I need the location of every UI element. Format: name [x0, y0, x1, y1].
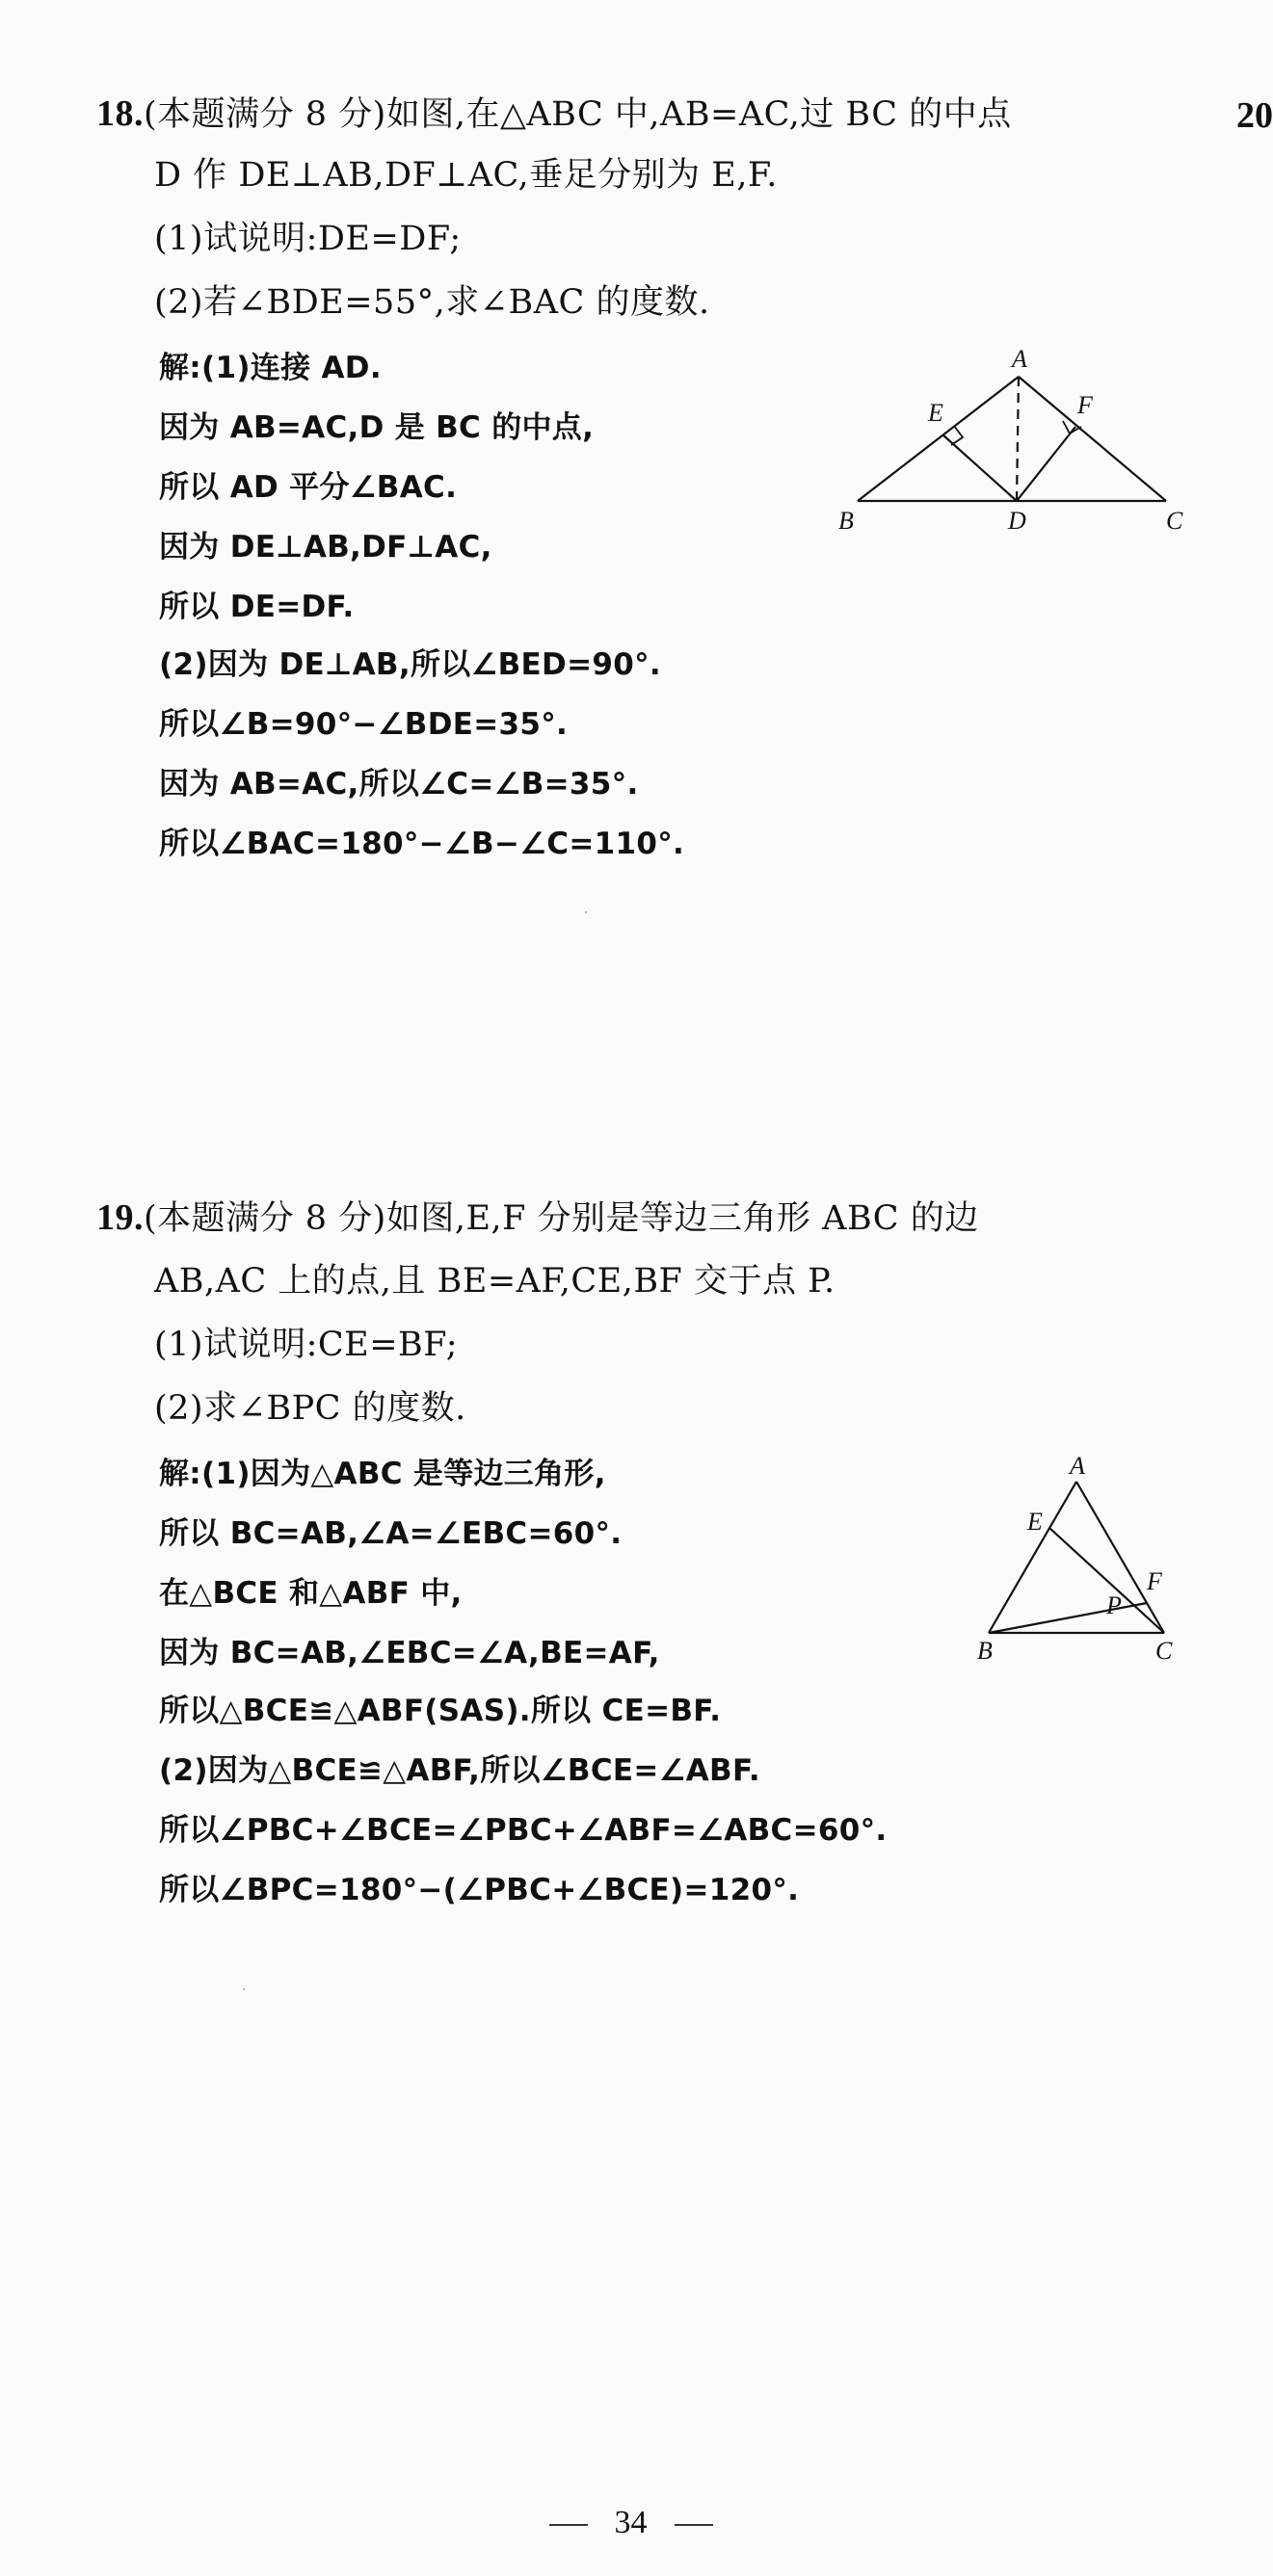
page-number: 34 [614, 2505, 648, 2540]
segment-bf [989, 1603, 1147, 1633]
problem-19-solution-line-2: 所以 BC=AB,∠A=∠EBC=60°. [159, 1516, 623, 1551]
problem-18-solution-line-8: 因为 AB=AC,所以∠C=∠B=35°. [159, 767, 639, 802]
problem-18-solution-line-4: 因为 DE⊥AB,DF⊥AC, [159, 530, 492, 565]
segment-df [1017, 427, 1075, 501]
problem-18-solution-line-6: (2)因为 DE⊥AB,所以∠BED=90°. [159, 647, 661, 682]
label-p: P [1106, 1591, 1122, 1619]
scan-speck [243, 1988, 245, 1990]
label-b: B [838, 507, 854, 535]
problem-18-solution-line-1: 解:(1)连接 AD. [159, 351, 382, 385]
segment-ab [989, 1482, 1076, 1633]
label-c: C [1166, 507, 1183, 535]
problem-18-solution-line-7: 所以∠B=90°−∠BDE=35°. [159, 707, 569, 742]
problem-19-solution-line-3: 在△BCE 和△ABF 中, [159, 1576, 463, 1611]
problem-18-part-1-question: (1)试说明:DE=DF; [154, 220, 462, 258]
problem-19-part-1-question: (1)试说明:CE=BF; [154, 1326, 459, 1364]
problem-19-text-1: (本题满分 8 分)如图,E,F 分别是等边三角形 ABC 的边 [144, 1199, 979, 1238]
problem-18-solution-line-9: 所以∠BAC=180°−∠B−∠C=110°. [159, 827, 685, 861]
problem-18-solution-line-2: 因为 AB=AC,D 是 BC 的中点, [159, 410, 595, 445]
problem-19-part-2-question: (2)求∠BPC 的度数. [154, 1389, 466, 1428]
label-a: A [1070, 1452, 1085, 1480]
label-d: D [1008, 507, 1026, 535]
next-page-edge-number: 20 [1236, 95, 1273, 136]
problem-19-solution-line-1: 解:(1)因为△ABC 是等边三角形, [159, 1457, 606, 1491]
label-b: B [977, 1637, 993, 1665]
label-f: F [1077, 391, 1093, 419]
problem-19-solution-line-5: 所以△BCE≌△ABF(SAS).所以 CE=BF. [159, 1694, 722, 1728]
problem-19-solution-line-4: 因为 BC=AB,∠EBC=∠A,BE=AF, [159, 1636, 660, 1670]
problem-18-statement-line-2: D 作 DE⊥AB,DF⊥AC,垂足分别为 E,F. [154, 156, 778, 195]
problem-18-statement-line-1 [96, 92, 1012, 136]
label-e: E [928, 399, 943, 427]
problem-19-statement-line-2: AB,AC 上的点,且 BE=AF,CE,BF 交于点 P. [154, 1262, 835, 1301]
problem-18-solution-line-3: 所以 AD 平分∠BAC. [159, 470, 458, 505]
label-f: F [1147, 1567, 1162, 1595]
problem-19-solution-line-8: 所以∠BPC=180°−(∠PBC+∠BCE)=120°. [159, 1873, 800, 1907]
label-e: E [1027, 1508, 1043, 1536]
problem-19-number: 19. [96, 1197, 144, 1238]
problem-18-text-1: (本题满分 8 分)如图,在△ABC 中,AB=AC,过 BC 的中点 [144, 95, 1012, 134]
scan-speck [585, 911, 587, 913]
problem-19-solution-line-6: (2)因为△BCE≌△ABF,所以∠BCE=∠ABF. [159, 1753, 760, 1788]
problem-19-statement-line-1 [96, 1196, 979, 1240]
problem-19-solution-line-7: 所以∠PBC+∠BCE=∠PBC+∠ABF=∠ABC=60°. [159, 1813, 888, 1848]
problem-18-solution-line-5: 所以 DE=DF. [159, 590, 355, 624]
problem-18-figure [829, 342, 1214, 544]
footer-dash-right [675, 2524, 713, 2526]
segment-ad-dashed [1017, 377, 1019, 501]
footer-dash-left [549, 2524, 588, 2526]
problem-18-part-2-question: (2)若∠BDE=55°,求∠BAC 的度数. [154, 283, 710, 322]
page-footer [0, 2505, 1261, 2541]
problem-18-number: 18. [96, 93, 144, 134]
problem-19-figure [964, 1445, 1195, 1676]
label-c: C [1155, 1637, 1173, 1665]
label-a: A [1012, 345, 1027, 373]
